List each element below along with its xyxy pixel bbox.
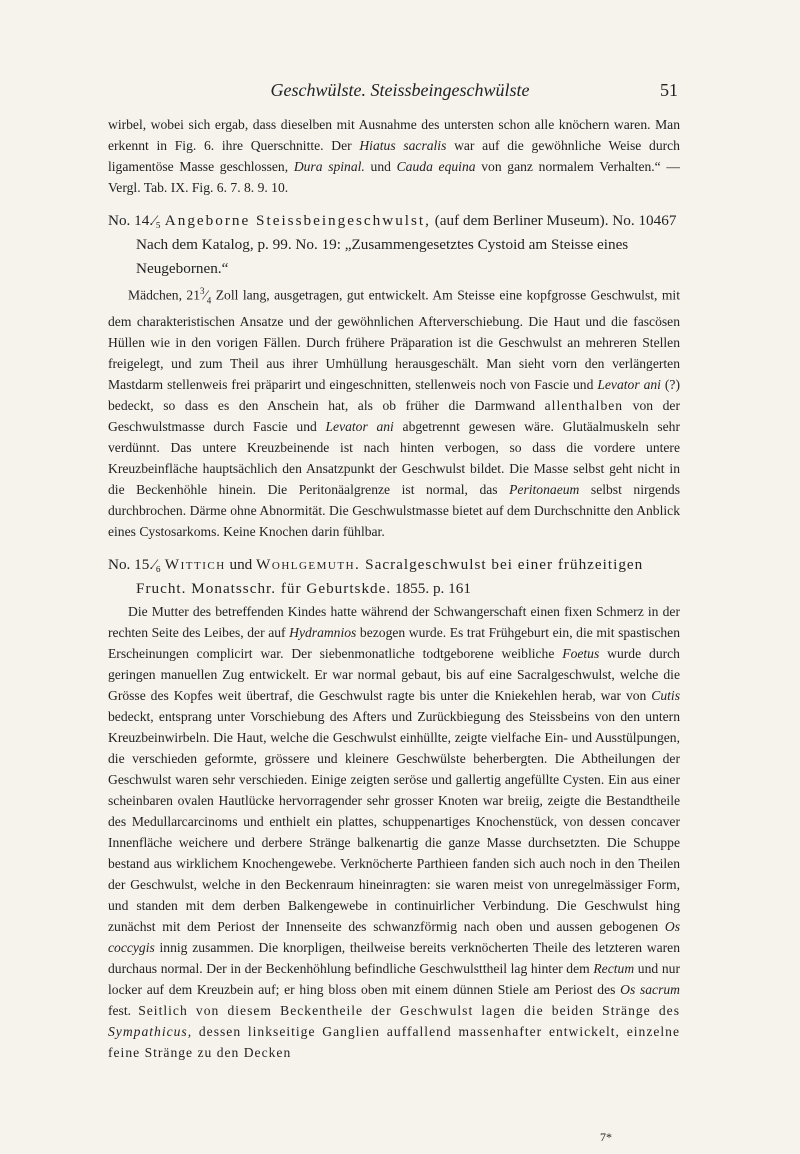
entry-title: Angeborne Steissbeingeschwulst,: [164, 212, 431, 229]
author-name: Wittich: [164, 556, 226, 574]
author-name: Wohlgemuth.: [256, 556, 361, 574]
entry-heading-15: [108, 553, 680, 601]
latin-term: Peritonaeum: [509, 482, 580, 498]
text: fest.: [108, 1003, 139, 1019]
entry-number: No. 14.⁄₅: [108, 212, 161, 229]
latin-term: Hiatus sacralis: [359, 138, 447, 153]
spaced-text: Seitlich von diesem Beckentheile der Geschwulst lagen die beiden Stränge des: [138, 1003, 680, 1019]
text: wurde durch geringen manuellen Zug entwickelt. Er war normal gebaut, bis auf eine Sacralgeschwulst, welche die Grösse des Kopfes weit übertraf, die Geschwulst ragte bis unter die Kniekehlen herab, war von: [108, 646, 680, 704]
paragraph-case-14: Mädchen, $21^3⁄_4$ Zoll lang, ausgetragen, gut entwickelt. Am Steisse eine kopfgrosse Geschwulst, mit dem charakteristischen Ansatze und der gewöhnlichen Afterverschiebung. Die Haut und die fascösen Hüllen wie in den vorigen Fällen. Durch frühere Präparation ist die Geschwulst an mehreren Stellen freigelegt, und zum Theil aus ihrer Umhüllung herausgeschält. Man sieht vorn den verlängerten Mastdarm stellenweis frei präparirt und eingeschnitten, stellenweis noch von Fascie und Levator ani (?) bedeckt, so dass es den Anschein hat, als ob früher die Darmwand allenthalben von der Geschwulstmasse durch Fascie und Levator ani abgetrennt gewesen wäre. Glutäalmuskeln sehr verdünnt. Das untere Kreuzbeinende ist nach hinten verbogen, so dass die vordere untere Kreuzbeinfläche hauptsächlich den Ansatzpunkt der Geschwulst bildet. Die Masse selbst geht nicht in die Beckenhöhle hinein. Die Peritonäalgrenze ist normal, das Peritonaeum selbst nirgends durchbrochen. Därme ohne Abnormität. Die Geschwulstmasse bietet auf dem Durchschnitte den Anblick eines Cystosarkoms. Keine Knochen darin fühlbar.: [108, 286, 680, 540]
text: und: [364, 159, 397, 174]
fraction-denominator: 4: [206, 295, 212, 306]
entry-title: Sacralgeschwulst bei einer frühzeitigen Frucht. Monatsschr. für Geburtskde.: [136, 556, 644, 598]
latin-term: Cauda equina: [396, 159, 476, 174]
text: bezogen wurde. Es trat Frühgeburt ein, die mit spastischen Erscheinungen complicirt war. Der siebenmonatliche todtgeborene weibliche: [108, 625, 680, 662]
text: abgetrennt gewesen wäre. Glutäalmuskeln sehr verdünnt. Das untere Kreuzbeinende ist nach hinten verbogen, so dass die vordere untere Kreuzbeinfläche hauptsächlich den Ansatzpunkt der Geschwulst bildet. Die Masse selbst geht nicht in die Beckenhöhle hinein. Die Peritonäalgrenze ist normal, das: [108, 419, 680, 498]
entry-source: 1855. p. 161: [391, 580, 471, 598]
spaced-text: dessen linkseitige Ganglien auffallend massenhafter entwickelt, einzelne feine Stränge zu den Decken: [108, 1024, 680, 1061]
text: innig zusammen. Die knorpligen, theilweise bereits verknöcherten Theile des letzteren waren durchaus normal. Der in der Beckenhöhlung befindliche Geschwulsttheil lag hinter dem: [108, 940, 680, 977]
latin-term: Os sacrum: [620, 982, 680, 998]
text: Mädchen, 21: [128, 287, 201, 303]
signature-mark: 7*: [600, 1130, 612, 1144]
text-body: [108, 114, 680, 1063]
latin-term: Rectum: [593, 961, 635, 977]
text: war auf die gewöhnliche Weise durch ligamentöse Masse geschlossen,: [108, 138, 680, 174]
text: von der Geschwulstmasse durch Fascie und: [108, 398, 680, 435]
latin-term: Cutis: [651, 688, 680, 704]
entry-heading-14: [108, 209, 680, 281]
text: selbst nirgends durchbrochen. Därme ohne Abnormität. Die Geschwulstmasse bietet auf dem Durchschnitte den Anblick eines Cystosarkoms. Keine Knochen darin fühlbar.: [108, 482, 680, 540]
text: wirbel, wobei sich ergab, dass dieselben mit Ausnahme des untersten schon alle knöchern waren. Man erkennt in Fig. 6. ihre Querschnitte. Der: [108, 117, 680, 153]
text: und: [225, 556, 257, 574]
latin-term: Dura spinal.: [293, 159, 365, 174]
paragraph-case-15: [108, 601, 680, 1063]
text: (?) bedeckt, so dass es den Anschein hat, als ob früher die Darmwand: [108, 377, 680, 414]
running-title: Geschwülste. Steissbeingeschwülste: [270, 80, 530, 100]
fraction-numerator: 3: [200, 286, 205, 296]
latin-term: Foetus: [562, 646, 600, 662]
text: und nur locker auf dem Kreuzbein auf; er hing bloss oben mit einem dünnen Stiele am Periost des: [108, 961, 680, 998]
text: Die Mutter des betreffenden Kindes hatte während der Schwangerschaft einen fixen Schmerz in der rechten Seite des Leibes, der auf: [108, 604, 680, 641]
page-number: 51: [660, 80, 678, 100]
latin-term: Sympathicus,: [108, 1024, 193, 1040]
latin-term: Hydramnios: [289, 625, 357, 641]
entry-source: (auf dem Berliner Museum). No. 10467 Nach dem Katalog, p. 99. No. 19: „Zusammengesetztes Cystoid am Steisse eines Neugebornen.“: [136, 212, 677, 277]
latin-term: Levator ani: [325, 419, 394, 435]
text: Zoll lang, ausgetragen, gut entwickelt. Am Steisse eine kopfgrosse Geschwulst, mit dem charakteristischen Ansatze und der gewöhnlichen Afterverschiebung. Die Haut und die fascösen Hüllen wie in den vorigen Fällen. Durch frühere Präparation ist die Geschwulst an mehreren Stellen freigelegt, und zum Theil aus ihrer Umhüllung herausgeschält. Man sieht vorn den verlängerten Mastdarm stellenweis frei präparirt und eingeschnitten, stellenweis noch von Fascie und: [108, 287, 680, 393]
text: von ganz normalem Verhalten.“ — Vergl. Tab. IX. Fig. 6. 7. 8. 9. 10.: [108, 159, 680, 195]
latin-term: Os coccygis: [108, 919, 680, 956]
paragraph-continuation: [108, 114, 680, 198]
spaced-text: allenthalben: [544, 398, 624, 414]
latin-term: Levator ani: [597, 377, 661, 393]
entry-number: No. 15.⁄₆: [108, 556, 161, 574]
text: bedeckt, entsprang unter Vorschiebung des Afters und Zurückbiegung des Steissbeins von den untern Kreuzbeinwirbeln. Die Haut, welche die Geschwulst einhüllte, zeigte vielfache Ein- und Ausstülpungen, die verschieden geformte, grössere und kleinere Geschwülste beherbergten. Die Abtheilungen der Geschwulst waren sehr verschieden. Einige zeigten seröse und gallertig angefüllte Cysten. Ein aus einer scheinbaren ovalen Hautlücke hervorragender sehr grosser Knoten war breiig, zeigte die Bestandtheile des Medullarcarcinoms und enthielt ein plattes, schuppenartiges Knochenstück, von dessen concaver Innenfläche weichere und derbere Stränge balkenartig die ganze Masse durchsetzten. Die Schuppe bestand aus wirklichem Knochengewebe. Verknöcherte Parthieen fanden sich auch noch in den Theilen der Geschwulst, welche in den Beckenraum hineinragten: sie waren meist von unregelmässiger Form, und standen mit dem derben Balkengewebe in continuirlicher Verbindung. Die Geschwulst hing zunächst mit dem Periost der Innenseite des schwanzförmig nach oben und aussen gebogenen: [108, 709, 680, 935]
